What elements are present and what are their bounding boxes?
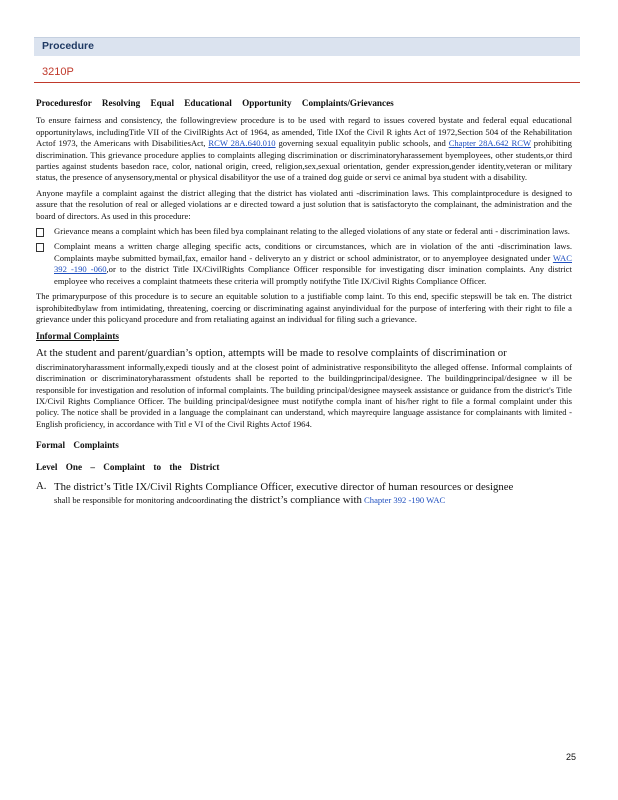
procedure-banner: [34, 37, 580, 56]
rcw-link[interactable]: RCW 28A.640.010: [208, 138, 276, 149]
primary-purpose-paragraph: The primarypurpose of this procedure is to secure an equitable solution to a justifiable comp laint. To this end, specific stepswill be tak en. The district isprohibitedbylaw from intimidating, threatening, coercing or discriminating against anyindividual for the purpose of interfering with their right to file a grievance under this policyand procedure and from retaliating against an individual for filing such a grievance.: [36, 291, 572, 324]
definition-complaint-text-a: Complaint means a written charge alleging specific acts, conditions or circumstances, which are in violation of the anti -discrimination laws. Complaints maybe submitted bymail,fax, emailor hand - deliveryto an y district or school administrator, or to anyemployee designated under: [54, 241, 572, 263]
definition-grievance-text: Grievance means a complaint which has been filed bya complainant relating to the alleged violations of any state or federal anti - discrimination laws.: [54, 226, 570, 237]
definition-complaint: [36, 241, 572, 287]
chapter-wac-link[interactable]: Chapter 392 -190 WAC: [364, 494, 446, 505]
item-a-label: A.: [36, 479, 47, 492]
formal-complaints-heading: Formal Complaints: [36, 440, 119, 451]
page-number: 25: [565, 752, 576, 762]
informal-lead-line: At the student and parent/guardian’s option, attempts will be made to resolve complaints of discrimination or: [36, 346, 507, 359]
item-a-line2-text-b: the district’s compliance with: [234, 493, 362, 506]
purpose-paragraph: Anyone mayfile a complaint against the district alleging that the district has violated anti -discrimination laws. This complaintprocedure is designed to assure that the resolution of real or alleged violations ar e directed toward a just solution that is satisfactoryto the complainant, the administration and the board of directors. As used in this procedure:: [36, 187, 572, 221]
document-body: [36, 96, 572, 507]
informal-paragraph: discriminatoryharassment informally,expedi tiously and at the closest point of administrative responsibilityto the alleged offense. Informal complaints of discrimination or discriminatoryharassment ofstudents shall be reported to the buildingprincipal/designee. The buildingprincipal/designee w ill be responsible for investigation and resolution of informal complaints. The building principal/designee mayseek assistance or guidance from the district's Title IX/Civil Rights Compliance Officer. The building principal/designee must notifythe compla inant of his/her right to file a formal complaint under this policy. The notice shall be provided in a language the complainant can understand, which mayrequire language assistance for complainants with limited -English proficiency, in accordance with Titl e VI of the Civil Rights Actof 1964.: [36, 361, 572, 429]
informal-complaints-heading: Informal Complaints: [36, 331, 119, 342]
item-a-line1: The district’s Title IX/Civil Rights Compliance Officer, executive director of human resources or designee: [54, 480, 514, 493]
intro-text-c: prohibiting discrimination. This grievance procedure applies to complaints alleging discrimination or discriminatoryharassement byemployees, other students,or third parties against students basedon race, color, national origin, creed, religion,sex,sexual orientation, gender expression,gender identity,veteran or military status, the presence of anysensory,mental or physical disabilityor the use of a trained dog guide or servi ce animal bya student with a disability.: [36, 138, 572, 183]
document-heading: Proceduresfor Resolving Equal Educational Opportunity Complaints/Grievances: [36, 98, 394, 108]
procedure-code: 3210P: [42, 66, 74, 78]
item-a-line2: [54, 494, 572, 507]
level-one-heading: Level One – Complaint to the District: [36, 461, 220, 472]
intro-text-b: governing sexual equalityin public schools, and: [278, 138, 446, 149]
list-item-a: [36, 481, 572, 507]
checkbox-bullet-icon: [36, 243, 44, 252]
chapter-rcw-link[interactable]: Chapter 28A.642 RCW: [448, 138, 531, 149]
definition-complaint-text-b: ,or to the district Title IX/CivilRights Compliance Officer responsible for investigating discr imination complaints. Any district employee who receives a complaint thatmeets these criteria will promptly notifythe Title IX/Civil Rights Compliance Officer.: [54, 264, 572, 286]
wac-link[interactable]: WAC 392 -190 -060: [54, 252, 572, 275]
intro-text-a: To ensure fairness and consistency, the followingreview procedure is to be used with regard to issues covered bystate and federal equal educational opportunitylaws, includingTitle VII of the CivilRights Act of 1964, as amended, Title IXof the Civil R ights Act of 1972,Section 504 of the Rehabilitation Actof 1973, the Americans with DisabilitiesAct,: [36, 115, 572, 149]
definition-grievance: [36, 226, 572, 237]
checkbox-bullet-icon: [36, 228, 44, 237]
item-a-line2-text-a: shall be responsible for monitoring andcoordinating: [54, 494, 233, 505]
definitions-list: [36, 226, 572, 287]
banner-title: Procedure: [42, 40, 94, 52]
intro-paragraph: [36, 115, 572, 183]
header-rule: [34, 82, 580, 83]
